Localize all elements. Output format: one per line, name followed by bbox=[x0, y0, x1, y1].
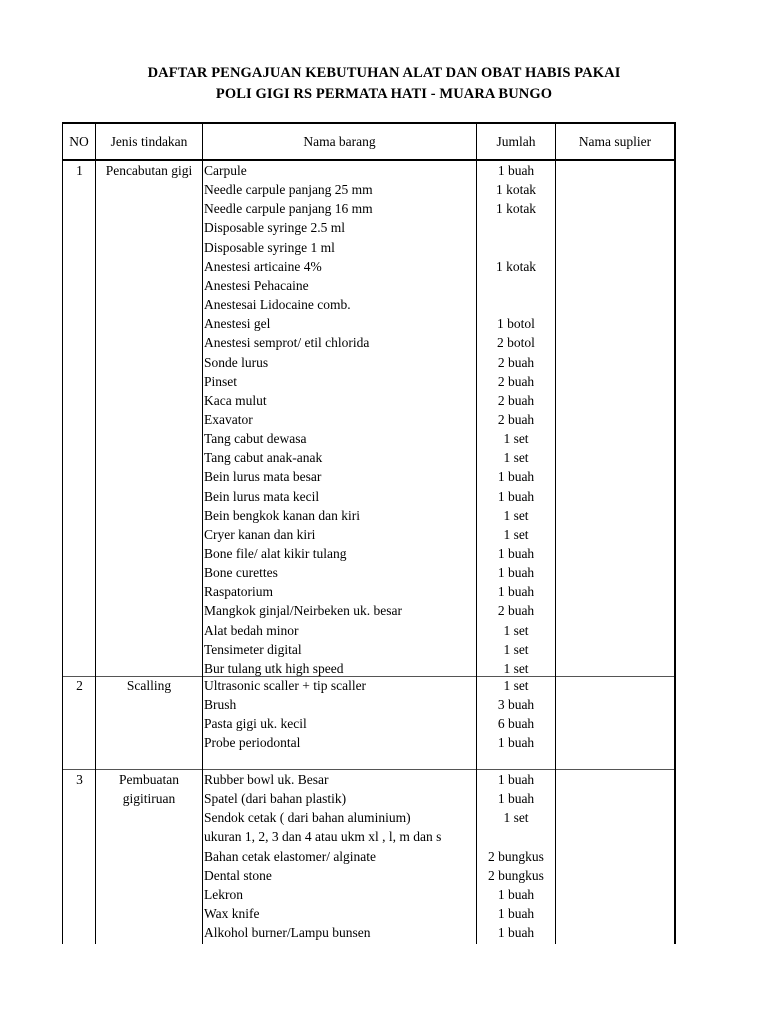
item-nama-barang: Anestesai Lidocaine comb. bbox=[204, 297, 351, 312]
item-nama-barang: Bahan cetak elastomer/ alginate bbox=[204, 849, 377, 864]
item-jumlah: 1 botol bbox=[497, 316, 535, 331]
item-jumlah: 2 buah bbox=[497, 374, 535, 389]
item-jumlah: 2 buah bbox=[497, 412, 535, 427]
item-jumlah bbox=[478, 295, 554, 314]
item-nama-barang: Bur tulang utk high speed bbox=[204, 661, 344, 676]
group-number: 3 bbox=[76, 772, 83, 787]
jenis-tindakan: Pencabutan gigi bbox=[105, 163, 193, 178]
item-nama-barang: Anestesi Pehacaine bbox=[204, 278, 309, 293]
col-divider-jenis bbox=[202, 122, 203, 944]
item-jumlah bbox=[478, 276, 554, 295]
item-nama-barang: Kaca mulut bbox=[204, 393, 267, 408]
item-nama-barang: Exavator bbox=[204, 412, 253, 427]
item-nama-barang: Bein lurus mata besar bbox=[204, 469, 322, 484]
item-jumlah: 1 set bbox=[503, 508, 529, 523]
header-no: NO bbox=[69, 133, 89, 149]
item-jumlah: 1 set bbox=[503, 527, 529, 542]
item-nama-barang: Ultrasonic scaller + tip scaller bbox=[204, 678, 367, 693]
item-nama-barang: Bein bengkok kanan dan kiri bbox=[204, 508, 360, 523]
item-nama-barang: Rubber bowl uk. Besar bbox=[204, 772, 329, 787]
item-nama-barang: Carpule bbox=[204, 163, 247, 178]
item-nama-barang: Raspatorium bbox=[204, 584, 273, 599]
item-jumlah: 6 buah bbox=[497, 716, 535, 731]
item-nama-barang: Wax knife bbox=[204, 906, 260, 921]
col-divider-left-edge bbox=[62, 122, 63, 944]
item-nama-barang: Anestesi gel bbox=[204, 316, 271, 331]
item-nama-barang: Disposable syringe 2.5 ml bbox=[204, 220, 345, 235]
item-jumlah: 1 kotak bbox=[495, 201, 537, 216]
item-nama-barang: Needle carpule panjang 25 mm bbox=[204, 182, 373, 197]
item-jumlah: 2 bungkus bbox=[488, 868, 544, 883]
item-jumlah: 1 buah bbox=[497, 163, 535, 178]
group-number: 2 bbox=[76, 678, 83, 693]
item-nama-barang: Anestesi semprot/ etil chlorida bbox=[204, 335, 370, 350]
item-nama-barang: Tang cabut dewasa bbox=[204, 431, 307, 446]
item-nama-barang: Disposable syringe 1 ml bbox=[204, 240, 335, 255]
item-nama-barang: Tang cabut anak-anak bbox=[204, 450, 323, 465]
item-jumlah: 2 buah bbox=[497, 393, 535, 408]
document-title-line1: DAFTAR PENGAJUAN KEBUTUHAN ALAT DAN OBAT HABIS PAKAI bbox=[147, 65, 621, 81]
item-jumlah: 1 set bbox=[503, 450, 529, 465]
header-nama-suplier: Nama suplier bbox=[578, 133, 652, 149]
item-jumlah: 1 buah bbox=[497, 489, 535, 504]
item-nama-barang: Dental stone bbox=[204, 868, 272, 883]
item-nama-barang: Alat bedah minor bbox=[204, 623, 299, 638]
item-jumlah: 1 set bbox=[503, 678, 529, 693]
item-nama-barang: Alkohol burner/Lampu bunsen bbox=[204, 925, 371, 940]
item-nama-barang: Pinset bbox=[204, 374, 238, 389]
item-jumlah: 1 set bbox=[503, 661, 529, 676]
item-jumlah: 1 kotak bbox=[495, 259, 537, 274]
item-jumlah: 1 buah bbox=[497, 584, 535, 599]
item-jumlah: 1 set bbox=[503, 642, 529, 657]
jenis-tindakan: Pembuatan bbox=[119, 772, 179, 787]
jenis-tindakan: Scalling bbox=[126, 678, 172, 693]
item-nama-barang: Pasta gigi uk. kecil bbox=[204, 716, 307, 731]
item-jumlah: 1 buah bbox=[497, 469, 535, 484]
item-jumlah: 1 buah bbox=[497, 565, 535, 580]
header-nama-barang: Nama barang bbox=[303, 133, 376, 149]
item-jumlah: 1 set bbox=[503, 623, 529, 638]
item-nama-barang: Brush bbox=[204, 697, 237, 712]
document-title-line2: POLI GIGI RS PERMATA HATI - MUARA BUNGO bbox=[215, 86, 553, 102]
item-nama-barang: ukuran 1, 2, 3 dan 4 atau ukm xl , l, m dan s bbox=[204, 829, 442, 844]
item-nama-barang: Bone file/ alat kikir tulang bbox=[204, 546, 347, 561]
item-nama-barang: Anestesi articaine 4% bbox=[204, 259, 322, 274]
header-jumlah: Jumlah bbox=[496, 133, 536, 149]
item-jumlah: 2 botol bbox=[497, 335, 535, 350]
item-nama-barang: Lekron bbox=[204, 887, 243, 902]
item-nama-barang: Sendok cetak ( dari bahan aluminium) bbox=[204, 810, 411, 825]
col-divider-nama bbox=[476, 122, 477, 944]
item-jumlah: 1 buah bbox=[497, 546, 535, 561]
header-jenis-tindakan: Jenis tindakan bbox=[110, 133, 188, 149]
item-jumlah: 1 buah bbox=[497, 906, 535, 921]
item-jumlah: 1 buah bbox=[497, 887, 535, 902]
item-jumlah: 2 bungkus bbox=[488, 849, 544, 864]
item-nama-barang: Mangkok ginjal/Neirbeken uk. besar bbox=[204, 603, 402, 618]
item-jumlah: 1 set bbox=[503, 810, 529, 825]
item-jumlah bbox=[478, 238, 554, 257]
item-jumlah: 3 buah bbox=[497, 697, 535, 712]
item-jumlah: 1 set bbox=[503, 431, 529, 446]
jenis-tindakan: gigitiruan bbox=[122, 791, 176, 807]
item-nama-barang: Bone curettes bbox=[204, 565, 278, 580]
item-nama-barang: Bein lurus mata kecil bbox=[204, 489, 320, 504]
item-nama-barang: Needle carpule panjang 16 mm bbox=[204, 201, 373, 216]
col-divider-jumlah bbox=[555, 122, 556, 944]
item-jumlah: 1 buah bbox=[497, 791, 535, 806]
col-divider-right-edge bbox=[674, 122, 676, 944]
item-jumlah: 1 buah bbox=[497, 735, 535, 750]
item-jumlah: 1 buah bbox=[497, 925, 535, 940]
item-jumlah bbox=[478, 827, 554, 846]
item-nama-barang: Probe periodontal bbox=[204, 735, 301, 750]
item-nama-barang: Sonde lurus bbox=[204, 355, 269, 370]
item-jumlah: 1 buah bbox=[497, 772, 535, 787]
item-jumlah: 2 buah bbox=[497, 603, 535, 618]
item-nama-barang: Spatel (dari bahan plastik) bbox=[204, 791, 347, 806]
item-jumlah: 2 buah bbox=[497, 355, 535, 370]
item-jumlah bbox=[478, 218, 554, 237]
item-nama-barang: Tensimeter digital bbox=[204, 642, 302, 657]
col-divider-no bbox=[95, 122, 96, 944]
item-jumlah: 1 kotak bbox=[495, 182, 537, 197]
item-nama-barang: Cryer kanan dan kiri bbox=[204, 527, 316, 542]
group-number: 1 bbox=[76, 163, 83, 178]
